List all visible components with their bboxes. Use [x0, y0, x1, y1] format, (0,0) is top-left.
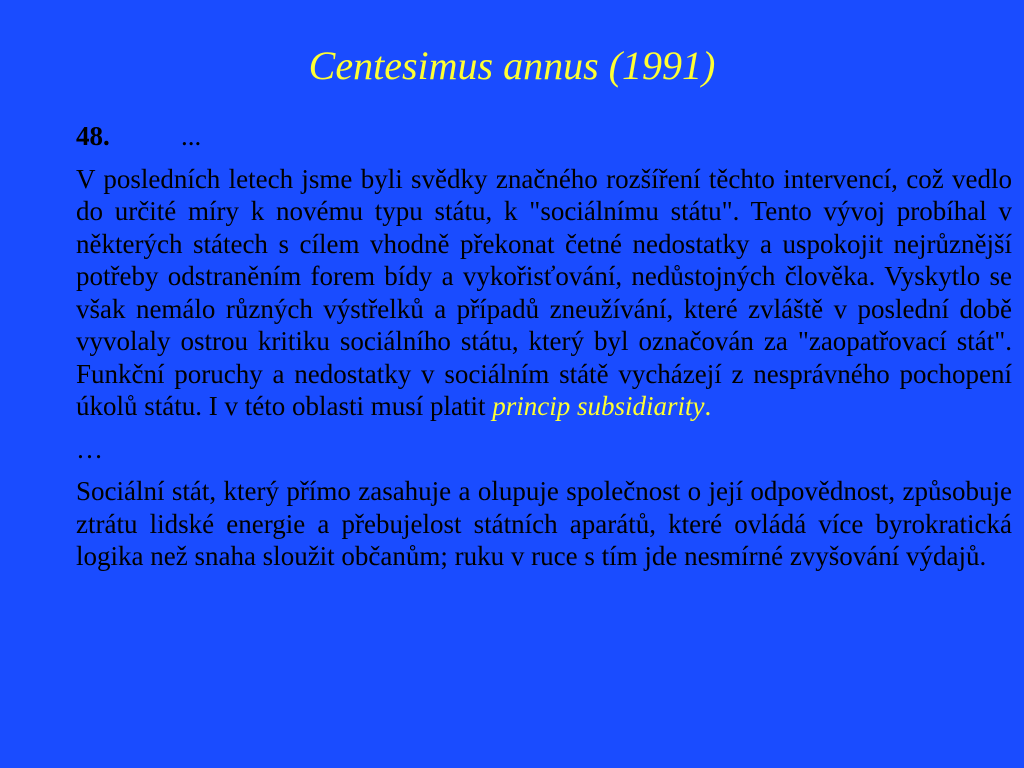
slide-body — [76, 120, 1012, 583]
article-number: 48. — [76, 121, 110, 151]
mid-ellipsis: … — [76, 433, 103, 464]
paragraph-1-text: V posledních letech jsme byli svědky značného rozšíření těchto intervencí, což vedlo do určité míry k novému typu státu, k "sociálnímu státu". Tento vývoj probíhal v některých státech s cílem vhodně překonat četné nedostatky a uspokojit nejrůznější potřeby odstraněním forem bídy a vykořisťování, nedůstojných člověka. Vyskytlo se však nemálo různých výstřelků a případů zneužívání, které zvláště v poslední době vyvolaly ostrou kritiku sociálního státu, který byl označován za "zaopatřovací stát". Funkční poruchy a nedostatky v sociálním státě vycházejí z nesprávného pochopení úkolů státu. I v této oblasti musí platit — [76, 163, 1012, 421]
slide-title: Centesimus annus (1991) — [308, 43, 716, 88]
paragraph-2: Sociální stát, který přímo zasahuje a olupuje společnost o její odpovědnost, způsobuje ztrátu lidské energie a přebujelost státních aparátů, které ovládá více byrokratická logika než snaha sloužit občanům; ruku v ruce s tím jde nesmírné zvyšování výdajů. — [76, 476, 1012, 571]
paragraph-1 — [76, 163, 1012, 423]
principle-subsidiarity-term: princip subsidiarity — [492, 391, 705, 421]
paragraph-1-end-punctuation: . — [704, 391, 712, 421]
article-heading — [76, 120, 1012, 153]
article-ellipsis: ... — [181, 121, 202, 151]
